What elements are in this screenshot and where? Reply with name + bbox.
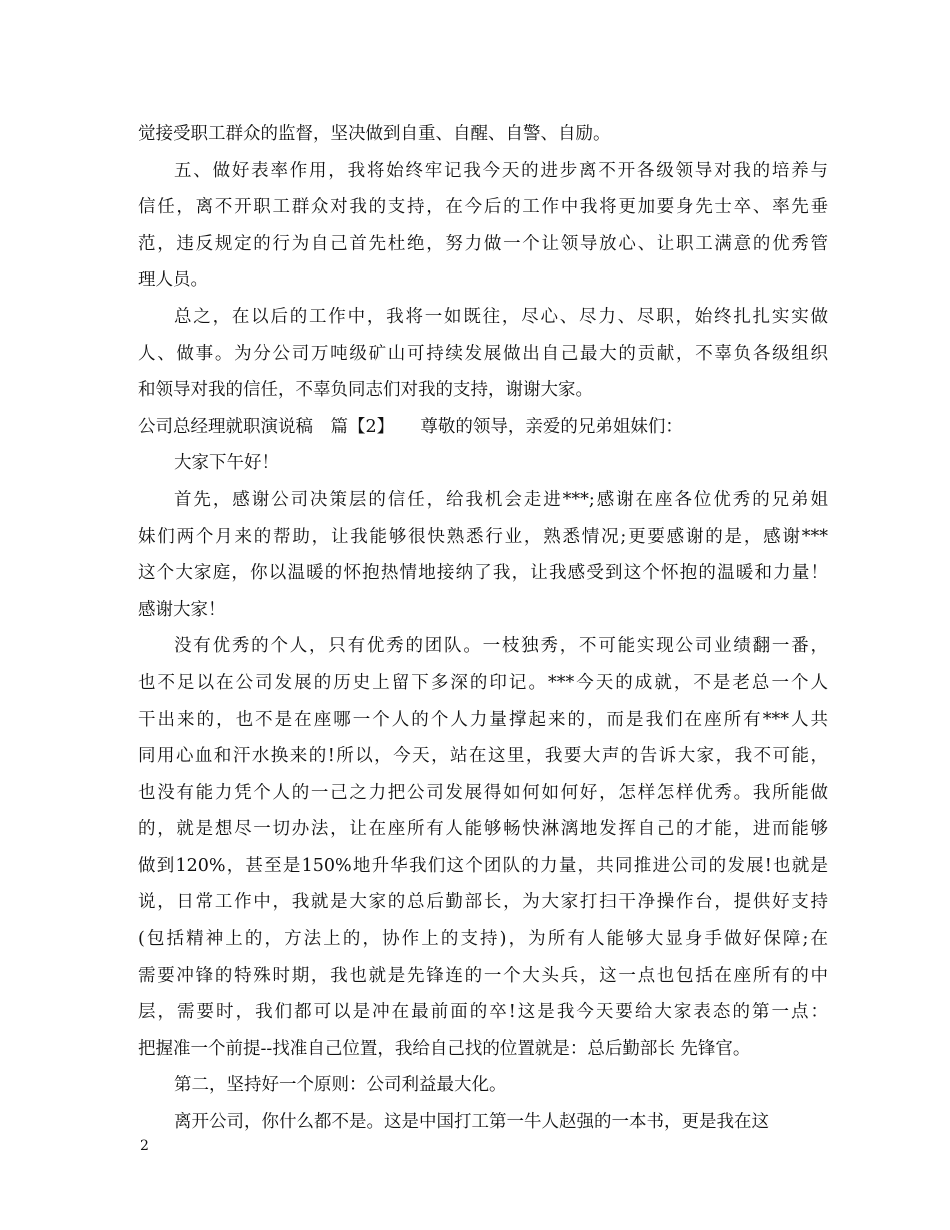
text-line: 需要冲锋的特殊时期，我也就是先锋连的一个大头兵，这一点也包括在座所有的中	[138, 965, 828, 986]
text-line: 同用心血和汗水换来的!所以，今天，站在这里，我要大声的告诉大家，我不可能，	[138, 746, 828, 767]
text-line: 干出来的，也不是在座哪一个人的个人力量撑起来的，而是我们在座所有***人共	[138, 709, 828, 730]
text-line: 人、做事。为分公司万吨级矿山可持续发展做出自己最大的贡献，不辜负各级组织	[138, 343, 828, 364]
text-line: 信任，离不开职工群众对我的支持，在今后的工作中我将更加要身先士卒、率先垂	[138, 197, 828, 218]
text-line: 做到120%，甚至是150%地升华我们这个团队的力量，共同推进公司的发展!也就是	[138, 855, 828, 876]
text-line: 说，日常工作中，我就是大家的总后勤部长，为大家打扫干净操作台，提供好支持	[138, 892, 828, 913]
text-line: 范，违反规定的行为自己首先杜绝，努力做一个让领导放心、让职工满意的优秀管	[138, 233, 828, 254]
text-line: 和领导对我的信任，不辜负同志们对我的支持，谢谢大家。	[138, 380, 593, 401]
text-line: 大家下午好！	[174, 453, 279, 474]
text-line: 妹们两个月来的帮助，让我能够很快熟悉行业，熟悉情况;更要感谢的是，感谢***	[138, 526, 828, 547]
text-line: 把握准一个前提--找准自己位置，我给自己找的位置就是：总后勤部长 先锋官。	[138, 1038, 751, 1059]
paragraph	[138, 409, 828, 446]
text-line: 首先，感谢公司决策层的信任，给我机会走进***;感谢在座各位优秀的兄弟姐	[174, 489, 828, 510]
paragraph	[138, 445, 828, 482]
document-body	[138, 116, 828, 1141]
text-line: 这个大家庭，你以温暖的怀抱热情地接纳了我，让我感受到这个怀抱的温暖和力量！	[138, 563, 828, 584]
paragraph	[138, 1104, 828, 1141]
text-line: 也没有能力凭个人的一己之力把公司发展得如何如何好，怎样怎样优秀。我所能做	[138, 782, 828, 803]
text-line: 总之，在以后的工作中，我将一如既往，尽心、尽力、尽职，始终扎扎实实做	[174, 306, 828, 327]
text-line: 公司总经理就职演说稿 篇【2】 尊敬的领导，亲爱的兄弟姐妹们：	[138, 416, 683, 437]
text-line: 理人员。	[138, 270, 208, 291]
text-line: 第二，坚持好一个原则：公司利益最大化。	[174, 1075, 507, 1096]
text-line: 层，需要时，我们都可以是冲在最前面的卒!这是我今天要给大家表态的第一点：	[138, 1002, 828, 1023]
text-line: (包括精神上的，方法上的，协作上的支持)，为所有人能够大显身手做好保障;在	[138, 929, 828, 950]
text-line: 离开公司，你什么都不是。这是中国打工第一牛人赵强的一本书，更是我在这	[174, 1112, 769, 1133]
text-line: 的，就是想尽一切办法，让在座所有人能够畅快淋漓地发挥自己的才能，进而能够	[138, 819, 828, 840]
page-number: 2	[140, 1138, 149, 1154]
paragraph	[138, 482, 828, 628]
text-line: 也不足以在公司发展的历史上留下多深的印记。***今天的成就，不是老总一个人	[138, 672, 828, 693]
paragraph	[138, 116, 828, 153]
paragraph	[138, 153, 828, 299]
text-line: 五、做好表率作用，我将始终牢记我今天的进步离不开各级领导对我的培养与	[174, 160, 828, 181]
paragraph	[138, 1067, 828, 1104]
text-line: 觉接受职工群众的监督，坚决做到自重、自醒、自警、自励。	[138, 124, 611, 144]
paragraph	[138, 628, 828, 1067]
paragraph	[138, 299, 828, 409]
text-line: 感谢大家！	[138, 599, 226, 620]
text-line: 没有优秀的个人，只有优秀的团队。一枝独秀，不可能实现公司业绩翻一番，	[174, 636, 828, 657]
